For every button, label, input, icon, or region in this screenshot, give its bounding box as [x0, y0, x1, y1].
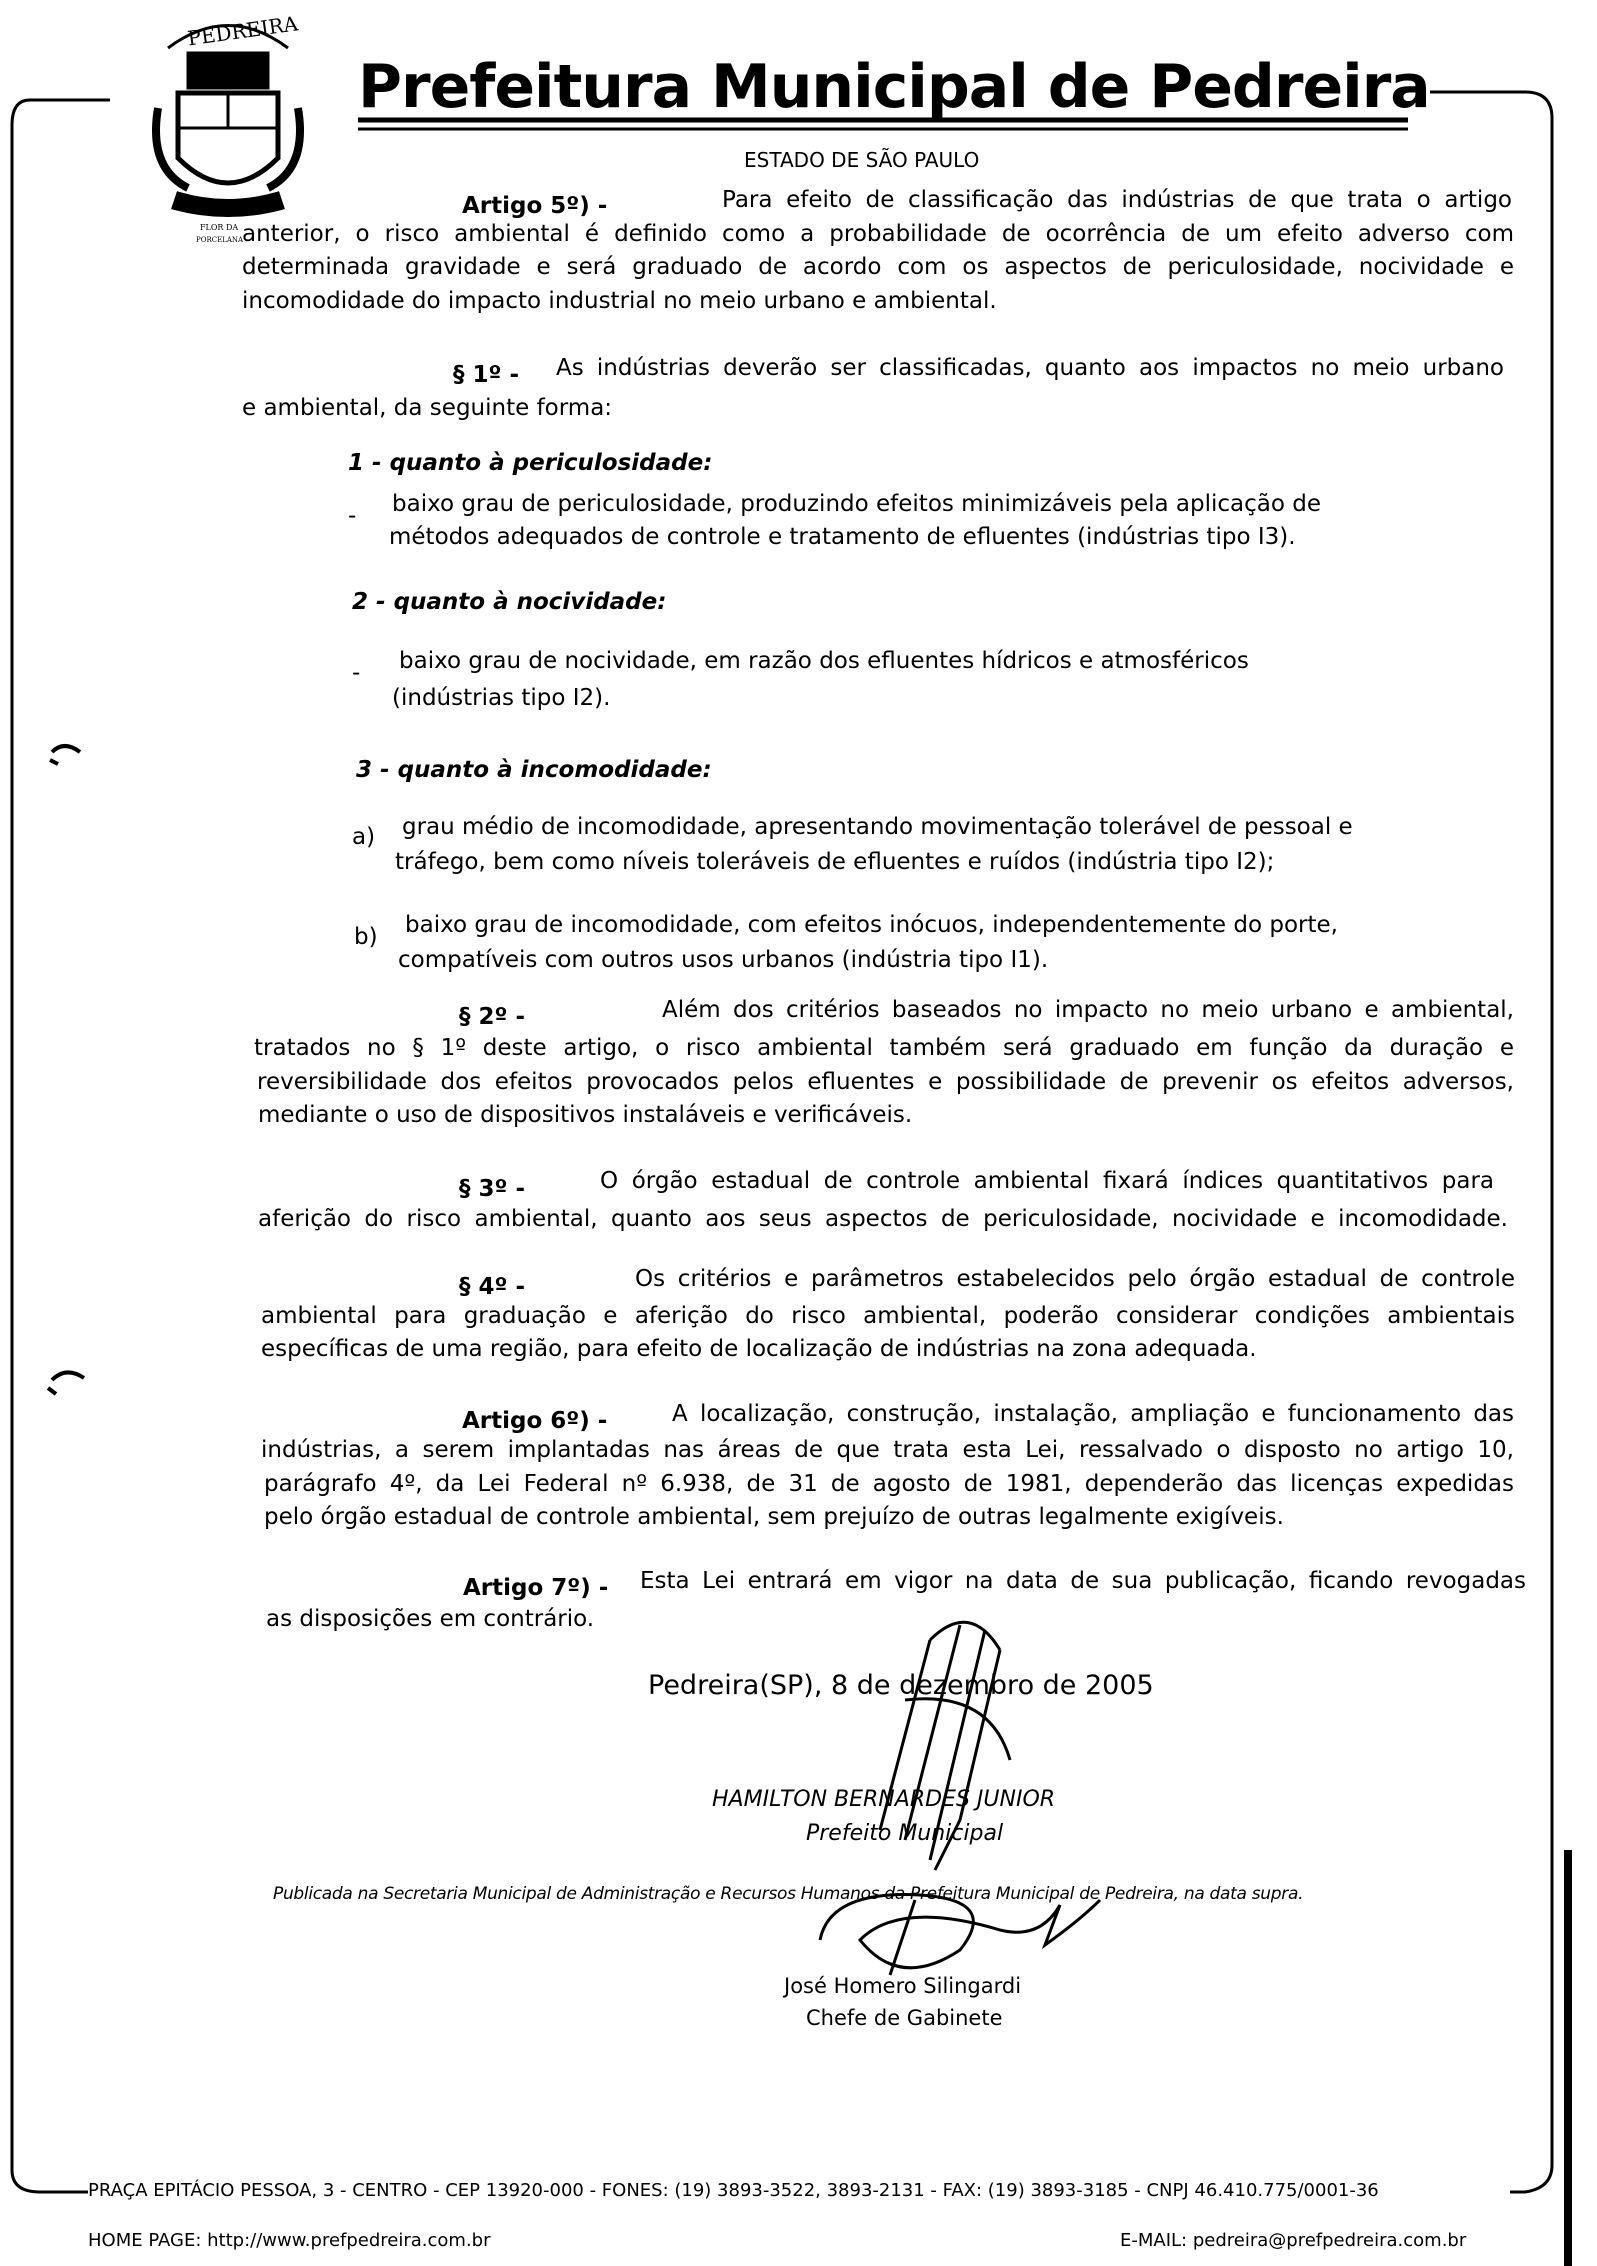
item-1-line: métodos adequados de controle e tratamento de efluentes (indústrias tipo I3).	[389, 524, 1296, 550]
state-subtitle: ESTADO DE SÃO PAULO	[744, 148, 980, 172]
paragraph-2-line: reversibilidade dos efeitos provocados pelos efluentes e possibilidade de prevenir os efeitos adversos,	[257, 1069, 1514, 1095]
paragraph-2-label: § 2º -	[459, 1004, 526, 1030]
footer-email-link[interactable]: E-MAIL: pedreira@prefpedreira.com.br	[1120, 2230, 1467, 2251]
item-3b-line: compatíveis com outros usos urbanos (indústria tipo I1).	[398, 947, 1049, 973]
article-7-line: Esta Lei entrará em vigor na data de sua publicação, ficando revogadas	[640, 1568, 1526, 1594]
paragraph-4-line: Os critérios e parâmetros estabelecidos pelo órgão estadual de controle	[635, 1266, 1515, 1292]
svg-text:FLOR DA: FLOR DA	[200, 223, 239, 232]
item-3a-line: grau médio de incomodidade, apresentando movimentação tolerável de pessoal e	[402, 814, 1353, 840]
paragraph-3-line: aferição do risco ambiental, quanto aos seus aspectos de periculosidade, nocividade e incomodidade.	[258, 1206, 1508, 1232]
article-6-line: indústrias, a serem implantadas nas áreas de que trata esta Lei, ressalvado o disposto no artigo 10,	[261, 1437, 1514, 1463]
paragraph-4-line: ambiental para graduação e aferição do risco ambiental, poderão considerar condições ambientais	[261, 1303, 1515, 1329]
svg-text:PEDREIRA: PEDREIRA	[186, 11, 300, 51]
item-1-line: baixo grau de periculosidade, produzindo efeitos minimizáveis pela aplicação de	[392, 491, 1321, 517]
publisher-role: Chefe de Gabinete	[806, 2006, 1003, 2030]
paragraph-3-line: O órgão estadual de controle ambiental fixará índices quantitativos para	[600, 1168, 1494, 1194]
signer-name: HAMILTON BERNARDES JUNIOR	[712, 1787, 1056, 1812]
article-5-label: Artigo 5º) -	[462, 193, 608, 219]
item-3b-label: b)	[354, 924, 378, 950]
paragraph-1-line: e ambiental, da seguinte forma:	[242, 395, 613, 421]
item-2-line: baixo grau de nocividade, em razão dos efluentes hídricos e atmosféricos	[399, 648, 1249, 674]
article-5-line: determinada gravidade e será graduado de acordo com os aspectos de periculosidade, nocividade e	[242, 254, 1514, 280]
article-7-label: Artigo 7º) -	[463, 1575, 609, 1601]
footer-homepage-link[interactable]: HOME PAGE: http://www.prefpedreira.com.br	[88, 2230, 491, 2251]
paragraph-2-line: tratados no § 1º deste artigo, o risco ambiental também será graduado em função da duração e	[254, 1035, 1514, 1061]
article-5-line: Para efeito de classificação das indústrias de que trata o artigo	[722, 187, 1512, 213]
article-5-line: incomodidade do impacto industrial no meio urbano e ambiental.	[242, 288, 997, 314]
paragraph-2-line: mediante o uso de dispositivos instaláveis e verificáveis.	[258, 1102, 913, 1128]
item-1-heading: 1 - quanto à periculosidade:	[348, 450, 713, 476]
paragraph-2-line: Além dos critérios baseados no impacto no meio urbano e ambiental,	[662, 997, 1514, 1023]
article-6-label: Artigo 6º) -	[462, 1408, 608, 1434]
paragraph-3-label: § 3º -	[459, 1176, 526, 1202]
place-date: Pedreira(SP), 8 de dezembro de 2005	[648, 1670, 1154, 1701]
article-5-line: anterior, o risco ambiental é definido como a probabilidade de ocorrência de um efeito adverso com	[242, 221, 1514, 247]
page-title: Prefeitura Municipal de Pedreira	[358, 52, 1430, 122]
bullet: -	[348, 503, 357, 529]
bullet: -	[352, 660, 361, 686]
paragraph-4-label: § 4º -	[459, 1274, 526, 1300]
footer-address: PRAÇA EPITÁCIO PESSOA, 3 - CENTRO - CEP 13920-000 - FONES: (19) 3893-3522, 3893-2131 - FAX: (19) 3893-3185 - CNPJ 46.410.775/0001-36	[88, 2180, 1379, 2201]
item-3a-line: tráfego, bem como níveis toleráveis de efluentes e ruídos (indústria tipo I2);	[395, 849, 1275, 875]
paragraph-1-label: § 1º -	[453, 362, 520, 388]
item-2-heading: 2 - quanto à nocividade:	[352, 589, 667, 615]
paragraph-4-line: específicas de uma região, para efeito de localização de indústrias na zona adequada.	[261, 1336, 1257, 1362]
publisher-name: José Homero Silingardi	[784, 1974, 1022, 1998]
signer-role: Prefeito Municipal	[806, 1821, 1004, 1846]
article-7-line: as disposições em contrário.	[266, 1606, 595, 1632]
item-2-line: (indústrias tipo I2).	[392, 685, 611, 711]
article-6-line: parágrafo 4º, da Lei Federal nº 6.938, de 31 de agosto de 1981, dependerão das licenças expedidas	[264, 1471, 1514, 1497]
publication-note: Publicada na Secretaria Municipal de Administração e Recursos Humanos da Prefeitura Municipal de Pedreira, na data supra.	[273, 1884, 1304, 1904]
item-3b-line: baixo grau de incomodidade, com efeitos inócuos, independentemente do porte,	[405, 912, 1338, 938]
svg-text:PORCELANA: PORCELANA	[196, 236, 244, 244]
article-6-line: pelo órgão estadual de controle ambiental, sem prejuízo de outras legalmente exigíveis.	[264, 1504, 1284, 1530]
item-3a-label: a)	[352, 824, 376, 850]
paragraph-1-line: As indústrias deverão ser classificadas, quanto aos impactos no meio urbano	[556, 355, 1504, 381]
article-6-line: A localização, construção, instalação, ampliação e funcionamento das	[672, 1401, 1514, 1427]
item-3-heading: 3 - quanto à incomodidade:	[356, 757, 712, 783]
